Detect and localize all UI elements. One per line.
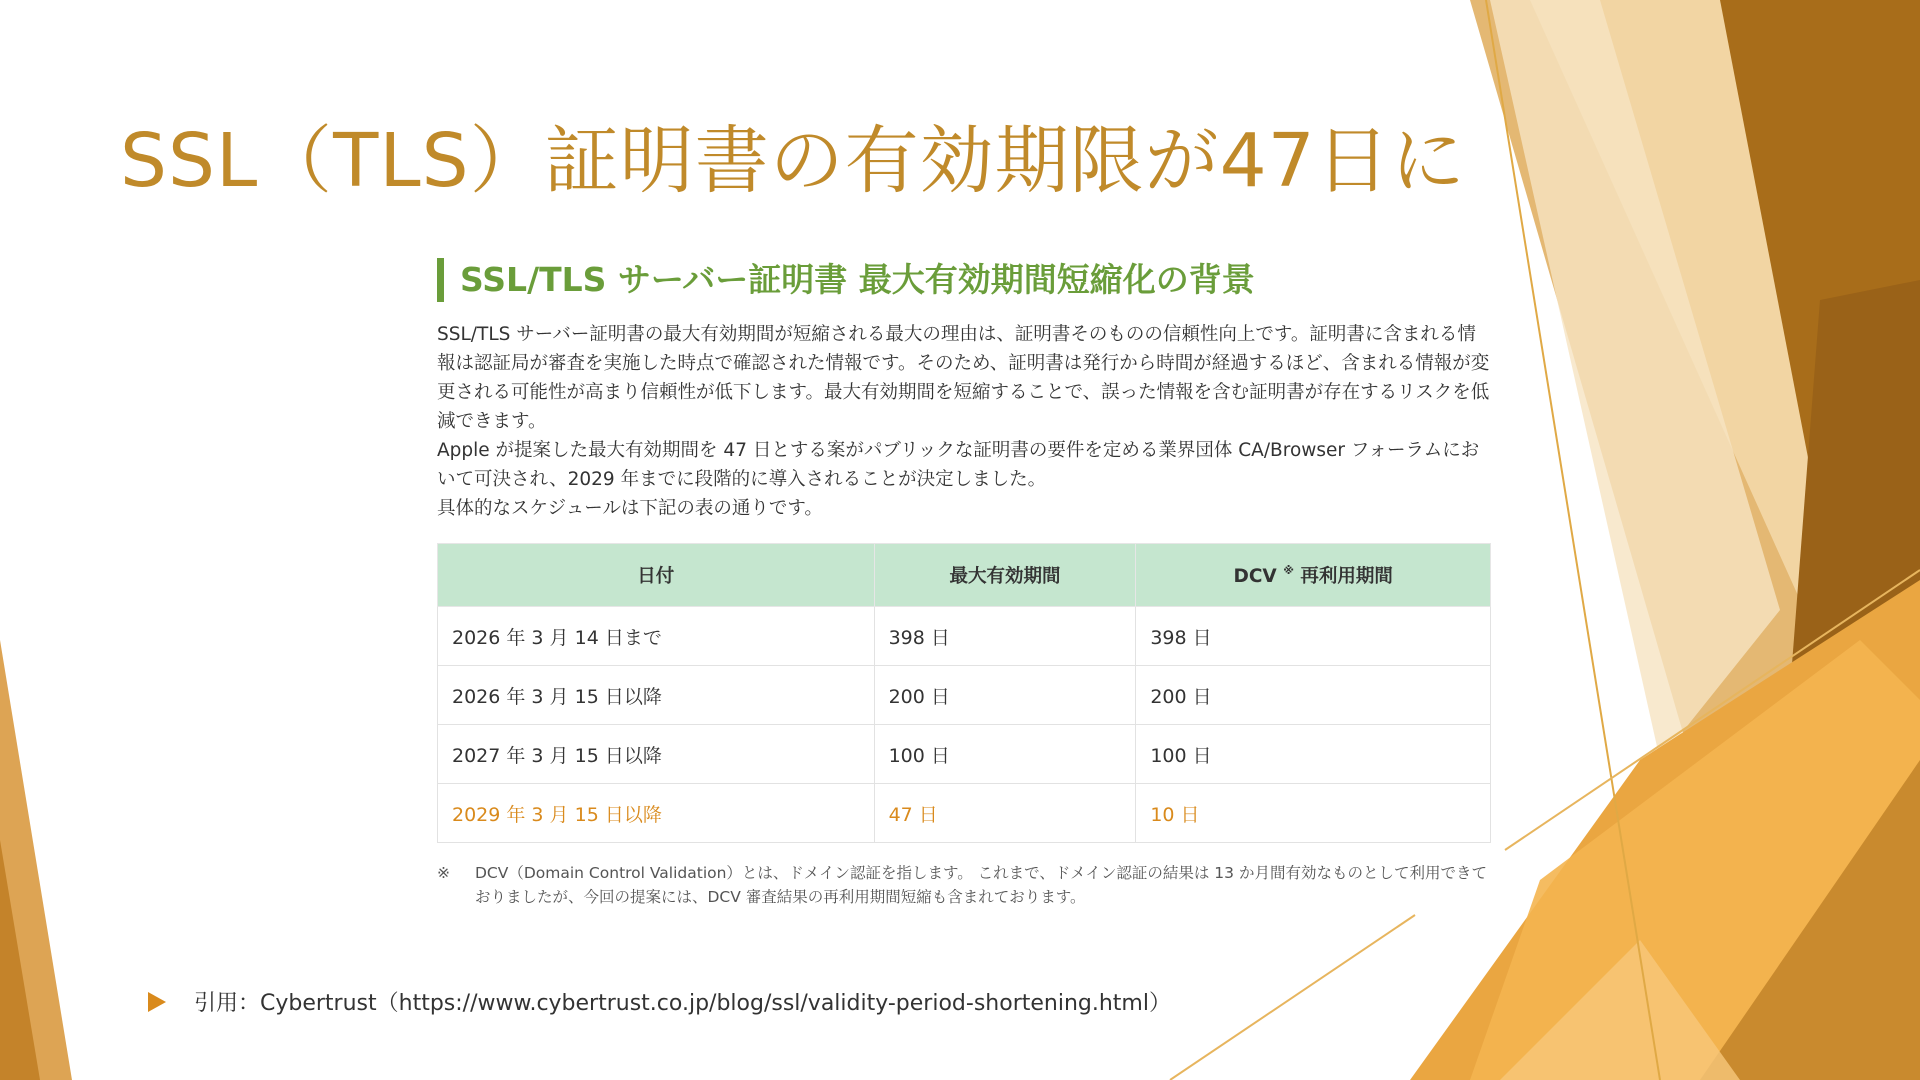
dcv-footnote-mark: ※	[1283, 564, 1294, 577]
cell-max-validity: 398 日	[874, 607, 1136, 666]
table-row	[438, 607, 1491, 666]
article-paragraph: 具体的なスケジュールは下記の表の通りです。	[437, 498, 823, 519]
cell-max-validity: 200 日	[874, 666, 1136, 725]
footnote-mark: ※	[437, 864, 450, 882]
dcv-label: DCV	[1233, 566, 1277, 587]
article-excerpt	[437, 258, 1491, 909]
cell-dcv-reuse: 398 日	[1136, 607, 1491, 666]
table-row	[438, 725, 1491, 784]
table-header-row	[438, 544, 1491, 607]
footnote-text: DCV（Domain Control Validation）とは、ドメイン認証を指します。 これまで、ドメイン認証の結果は 13 か月間有効なものとして利用できておりましたが、今回の提案には、DCV 審査結果の再利用期間短縮も含まれております。	[475, 864, 1487, 906]
cell-date: 2029 年 3 月 15 日以降	[438, 784, 875, 843]
schedule-table	[437, 543, 1491, 843]
table-row	[438, 666, 1491, 725]
dcv-reuse-label: 再利用期間	[1293, 566, 1393, 587]
citation-text: 引用：Cybertrust（https://www.cybertrust.co.jp/blog/ssl/validity-period-shortening.html）	[194, 991, 1171, 1016]
cell-max-validity: 47 日	[874, 784, 1136, 843]
cell-dcv-reuse: 10 日	[1136, 784, 1491, 843]
article-paragraph: SSL/TLS サーバー証明書の最大有効期間が短縮される最大の理由は、証明書そのものの信頼性向上です。証明書に含まれる情報は認証局が審査を実施した時点で確認された情報です。そのため、証明書は発行から時間が経過するほど、含まれる情報が変更される可能性が高まり信頼性が低下します。最大有効期間を短縮することで、誤った情報を含む証明書が存在するリスクを低減できます。	[437, 324, 1490, 432]
cell-date: 2026 年 3 月 15 日以降	[438, 666, 875, 725]
article-paragraph: Apple が提案した最大有効期間を 47 日とする案がパブリックな証明書の要件を定める業界団体 CA/Browser フォーラムにおいて可決され、2029 年までに段階的に導入されることが決定しました。	[437, 440, 1480, 490]
footnote	[437, 861, 1491, 909]
article-body	[437, 320, 1491, 523]
cell-date: 2027 年 3 月 15 日以降	[438, 725, 875, 784]
table-row-highlighted	[438, 784, 1491, 843]
cell-dcv-reuse: 200 日	[1136, 666, 1491, 725]
article-heading: SSL/TLS サーバー証明書 最大有効期間短縮化の背景	[437, 258, 1491, 302]
column-header-date: 日付	[438, 544, 875, 607]
cell-dcv-reuse: 100 日	[1136, 725, 1491, 784]
column-header-dcv-reuse	[1136, 544, 1491, 607]
cell-date: 2026 年 3 月 14 日まで	[438, 607, 875, 666]
bullet-arrow-icon	[148, 992, 166, 1012]
cell-max-validity: 100 日	[874, 725, 1136, 784]
slide-title: SSL（TLS）証明書の有効期限が47日に	[120, 118, 1466, 204]
citation	[148, 986, 1171, 1017]
column-header-max-validity: 最大有効期間	[874, 544, 1136, 607]
